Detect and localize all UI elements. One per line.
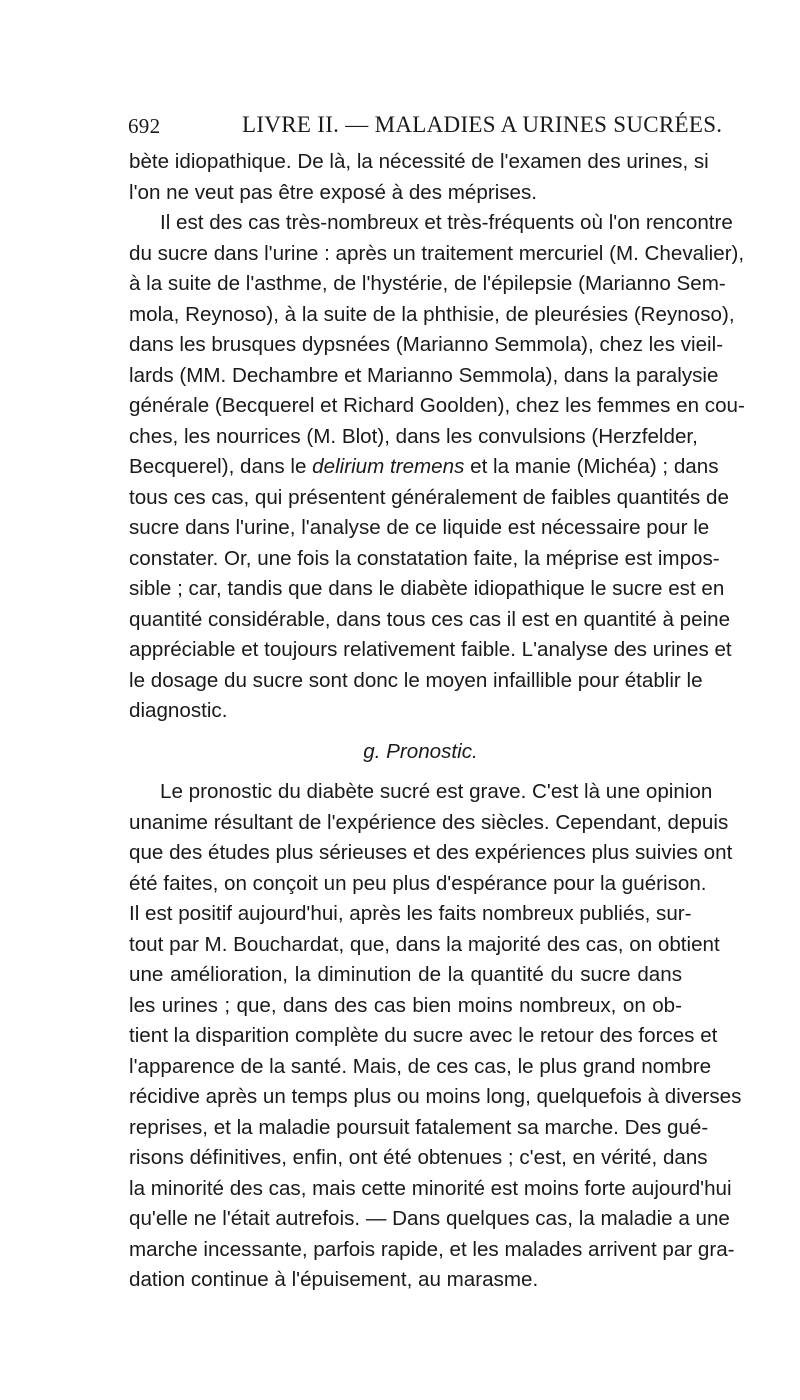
text-line: tous ces cas, qui présentent généralement de faibles quantités de bbox=[129, 485, 729, 509]
text-line: tient la disparition complète du sucre avec le retour des forces et bbox=[129, 1024, 718, 1047]
text-line: lards (MM. Dechambre et Marianno Semmola), dans la paralysie bbox=[129, 363, 719, 387]
text-line: unanime résultant de l'expérience des siècles. Cependant, depuis bbox=[129, 810, 729, 834]
italic-term: delirium tremens bbox=[312, 455, 465, 478]
text-line: diagnostic. bbox=[129, 699, 228, 722]
text-line: la minorité des cas, mais cette minorité est moins forte aujourd'hui bbox=[129, 1176, 732, 1200]
text-line: du sucre dans l'urine : après un traitement mercuriel (M. Chevalier), bbox=[129, 241, 745, 265]
text-line: récidive après un temps plus ou moins long, quelquefois à diverses bbox=[129, 1085, 742, 1108]
text-line-with-italic bbox=[129, 452, 719, 483]
section-heading: g. Pronostic. bbox=[363, 739, 478, 763]
body-text bbox=[129, 147, 745, 1296]
text-line: tout par M. Bouchardat, que, dans la majorité des cas, on obtient bbox=[129, 932, 720, 956]
text-fragment: Becquerel), dans le bbox=[129, 455, 313, 478]
text-line: reprises, et la maladie poursuit fatalement sa marche. Des gué- bbox=[129, 1115, 709, 1139]
text-line: les urines ; que, dans des cas bien moins nombreux, on ob- bbox=[129, 993, 682, 1017]
text-line: quantité considérable, dans tous ces cas il est en quantité à peine bbox=[129, 607, 731, 631]
text-line: mola, Reynoso), à la suite de la phthisie, de pleurésies (Reynoso), bbox=[129, 302, 735, 326]
text-line: qu'elle ne l'était autrefois. — Dans quelques cas, la maladie a une bbox=[129, 1207, 730, 1230]
text-line: dans les brusques dypsnées (Marianno Semmola), chez les vieil- bbox=[129, 333, 724, 356]
text-line: sible ; car, tandis que dans le diabète idiopathique le sucre est en bbox=[129, 577, 725, 600]
text-line: générale (Becquerel et Richard Goolden), chez les femmes en cou- bbox=[129, 394, 745, 417]
text-line: risons définitives, enfin, ont été obtenues ; c'est, en vérité, dans bbox=[129, 1146, 708, 1169]
text-line: bète idiopathique. De là, la nécessité de l'examen des urines, si bbox=[129, 150, 709, 173]
text-line: ches, les nourrices (M. Blot), dans les convulsions (Herzfelder, bbox=[129, 424, 698, 448]
text-line: été faites, on conçoit un peu plus d'espérance pour la guérison. bbox=[129, 871, 707, 895]
text-line: l'on ne veut pas être exposé à des méprises. bbox=[129, 180, 538, 204]
text-line: une amélioration, la diminution de la quantité du sucre dans bbox=[129, 963, 682, 986]
running-head bbox=[128, 112, 723, 142]
text-line: appréciable et toujours relativement faible. L'analyse des urines et bbox=[129, 638, 732, 661]
text-fragment: et la manie (Michéa) ; dans bbox=[464, 455, 719, 478]
text-line: dation continue à l'épuisement, au marasme. bbox=[129, 1268, 539, 1291]
text-line: le dosage du sucre sont donc le moyen infaillible pour établir le bbox=[129, 668, 703, 692]
page-number: 692 bbox=[128, 114, 161, 138]
chapter-title: LIVRE II. — MALADIES A URINES SUCRÉES. bbox=[242, 112, 723, 137]
text-line: à la suite de l'asthme, de l'hystérie, de l'épilepsie (Marianno Sem- bbox=[129, 272, 726, 295]
text-line: Il est des cas très-nombreux et très-fréquents où l'on rencontre bbox=[160, 211, 733, 234]
text-line: Le pronostic du diabète sucré est grave. C'est là une opinion bbox=[160, 780, 713, 803]
text-line: que des études plus sérieuses et des expériences plus suivies ont bbox=[129, 841, 733, 864]
text-line: sucre dans l'urine, l'analyse de ce liquide est nécessaire pour le bbox=[129, 516, 710, 539]
text-line: Il est positif aujourd'hui, après les faits nombreux publiés, sur- bbox=[129, 902, 692, 925]
text-line: l'apparence de la santé. Mais, de ces cas, le plus grand nombre bbox=[129, 1054, 712, 1078]
text-line: marche incessante, parfois rapide, et les malades arrivent par gra- bbox=[129, 1237, 735, 1261]
text-line: constater. Or, une fois la constatation faite, la méprise est impos- bbox=[129, 546, 720, 570]
